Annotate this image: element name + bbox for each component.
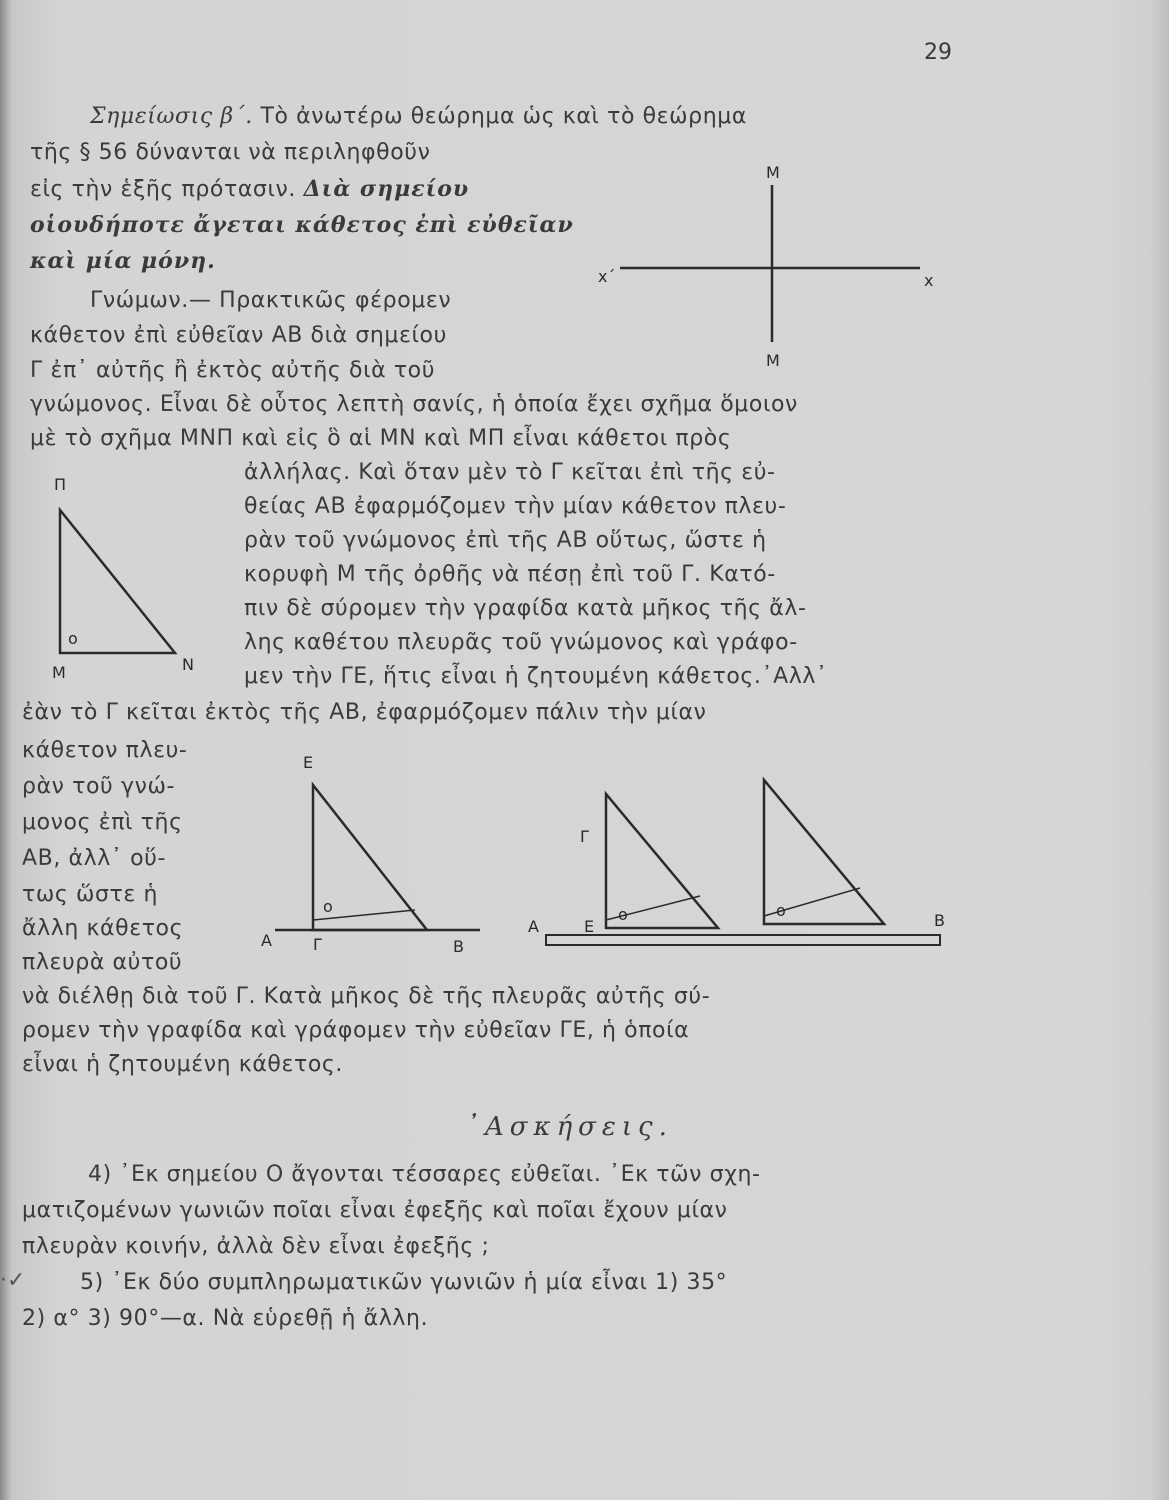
gnomon-line-13: ἐὰν τὸ Γ κεῖται ἐκτὸς τῆς ΑΒ, ἐφαρμόζομεν πάλιν τὴν μίαν xyxy=(22,700,707,725)
label-e-case1: Ε xyxy=(303,753,314,772)
exercise-4-line-2: ματιζομένων γωνιῶν ποῖαι εἶναι ἐφεξῆς καὶ ποῖαι ἔχουν μίαν xyxy=(22,1198,728,1223)
label-cross-right: x xyxy=(924,271,934,290)
remark-line-4: οἱουδήποτε ἄγεται κάθετος ἐπὶ εὐθεῖαν xyxy=(30,212,574,238)
gnomon-line-22: ρομεν τὴν γραφίδα καὶ γράφομεν τὴν εὐθεῖαν ΓΕ, ἡ ὁποία xyxy=(22,1018,690,1043)
gnomon-line-9: κορυφὴ Μ τῆς ὀρθῆς νὰ πέσῃ ἐπὶ τοῦ Γ. Κατό- xyxy=(244,562,776,587)
remark-line-5: καὶ μία μόνη. xyxy=(30,248,216,274)
label-gnomon-corner: Μ xyxy=(52,663,66,682)
handwritten-margin-mark: ·✓ xyxy=(0,1268,26,1293)
label-gnomon-apex: Π xyxy=(54,475,67,494)
gnomon-line-10: πιν δὲ σύρομεν τὴν γραφίδα κατὰ μῆκος τῆς ἄλ- xyxy=(244,596,807,621)
gnomon-line-19: ἄλλη κάθετος xyxy=(22,916,184,941)
gnomon-line-12: μεν τὴν ΓΕ, ἥτις εἶναι ἡ ζητουμένη κάθετος.᾽Αλλ᾽ xyxy=(244,664,828,689)
ruler-ab xyxy=(546,935,940,945)
remark-line-1-text: Τὸ ἀνωτέρω θεώρημα ὡς καὶ τὸ θεώρημα xyxy=(260,104,747,129)
gnomon-line-21: νὰ διέλθῃ διὰ τοῦ Γ. Κατὰ μῆκος δὲ τῆς πλευρᾶς αὐτῆς σύ- xyxy=(22,984,711,1009)
remark-line-1 xyxy=(90,102,747,132)
exercises-heading: ᾽Ασκήσεις. xyxy=(466,1112,673,1142)
label-g-case1: Γ xyxy=(313,935,322,954)
gnomon-line-14: κάθετον πλευ- xyxy=(22,738,188,763)
figure-perpendicular-cross xyxy=(590,150,950,380)
gnomon-line-18: τως ὥστε ἡ xyxy=(22,882,159,907)
label-a-case2: Α xyxy=(528,917,539,936)
gnomon-line-23: εἶναι ἡ ζητουμένη κάθετος. xyxy=(22,1052,343,1077)
gnomon-line-2: κάθετον ἐπὶ εὐθεῖαν ΑΒ διὰ σημείου xyxy=(30,323,447,348)
page-number: 29 xyxy=(924,40,952,65)
gnomon-line-8: ρὰν τοῦ γνώμονος ἐπὶ τῆς ΑΒ οὕτως, ὥστε ἡ xyxy=(244,528,767,553)
label-b-case2: Β xyxy=(934,911,945,930)
label-gnomon-end: Ν xyxy=(182,655,194,674)
remark-line-2: τῆς § 56 δύνανται νὰ περιληφθοῦν xyxy=(30,140,431,165)
figure-case-point-on-line xyxy=(255,750,495,960)
label-cross-left: x΄ xyxy=(598,267,616,286)
gnomon-line-6: ἀλλήλας. Καὶ ὅταν μὲν τὸ Γ κεῖται ἐπὶ τῆς εὐ- xyxy=(244,460,776,485)
label-cross-bottom: Μ xyxy=(766,351,780,370)
remark-statement-start: Διὰ σημείου xyxy=(303,176,470,202)
remark-title: Σημείωσις β΄. xyxy=(90,104,253,129)
angle-mark-case2-left: ο xyxy=(618,905,628,924)
label-b-case1: Β xyxy=(453,937,464,956)
exercise-5-line-1: 5) ᾽Εκ δύο συμπληρωματικῶν γωνιῶν ἡ μία εἶναι 1) 35° xyxy=(80,1270,728,1295)
label-a-case1: Α xyxy=(261,931,272,950)
gnomon-line-1: Γνώμων.— Πρακτικῶς φέρομεν xyxy=(90,288,452,313)
angle-mark-case2-right: ο xyxy=(776,901,786,920)
gnomon-line-16: μονος ἐπὶ τῆς xyxy=(22,810,183,835)
exercise-4-line-3: πλευρὰν κοινήν, ἀλλὰ δὲν εἶναι ἐφεξῆς ; xyxy=(22,1234,490,1259)
gnomon-line-5: μὲ τὸ σχῆμα ΜΝΠ καὶ εἰς ὃ αἱ ΜΝ καὶ ΜΠ εἶναι κάθετοι πρὸς xyxy=(30,426,732,451)
angle-mark-case1: ο xyxy=(323,897,333,916)
gnomon-line-7: θείας ΑΒ ἐφαρμόζομεν τὴν μίαν κάθετον πλευ- xyxy=(244,494,787,519)
exercise-5-line-2: 2) α° 3) 90°—α. Νὰ εὑρεθῇ ἡ ἄλλη. xyxy=(22,1306,429,1331)
gnomon-line-17: ΑΒ, ἀλλ᾽ οὕ- xyxy=(22,846,166,871)
exercise-4-line-1: 4) ᾽Εκ σημείου Ο ἄγονται τέσσαρες εὐθεῖαι. ᾽Εκ τῶν σχη- xyxy=(88,1162,761,1187)
gnomon-line-3: Γ ἐπ᾽ αὐτῆς ἢ ἐκτὸς αὐτῆς διὰ τοῦ xyxy=(30,358,436,383)
remark-line-3-text: εἰς τὴν ἑξῆς πρότασιν. xyxy=(30,177,297,202)
label-e-case2: Ε xyxy=(584,917,595,936)
gnomon-line-11: λης καθέτου πλευρᾶς τοῦ γνώμονος καὶ γράφο- xyxy=(244,630,798,655)
gnomon-line-15: ρὰν τοῦ γνώ- xyxy=(22,774,176,799)
label-g-case2: Γ xyxy=(580,827,589,846)
figure-case-point-off-line xyxy=(520,770,960,960)
label-cross-top: Μ xyxy=(766,163,780,182)
gnomon-line-20: πλευρὰ αὐτοῦ xyxy=(22,950,183,975)
gnomon-right-angle-mark: ο xyxy=(68,629,78,648)
figure-gnomon-triangle xyxy=(40,470,210,690)
remark-line-3 xyxy=(30,174,469,205)
gnomon-line-4: γνώμονος. Εἶναι δὲ οὗτος λεπτὴ σανίς, ἡ ὁποία ἔχει σχῆμα ὅμοιον xyxy=(30,392,798,417)
